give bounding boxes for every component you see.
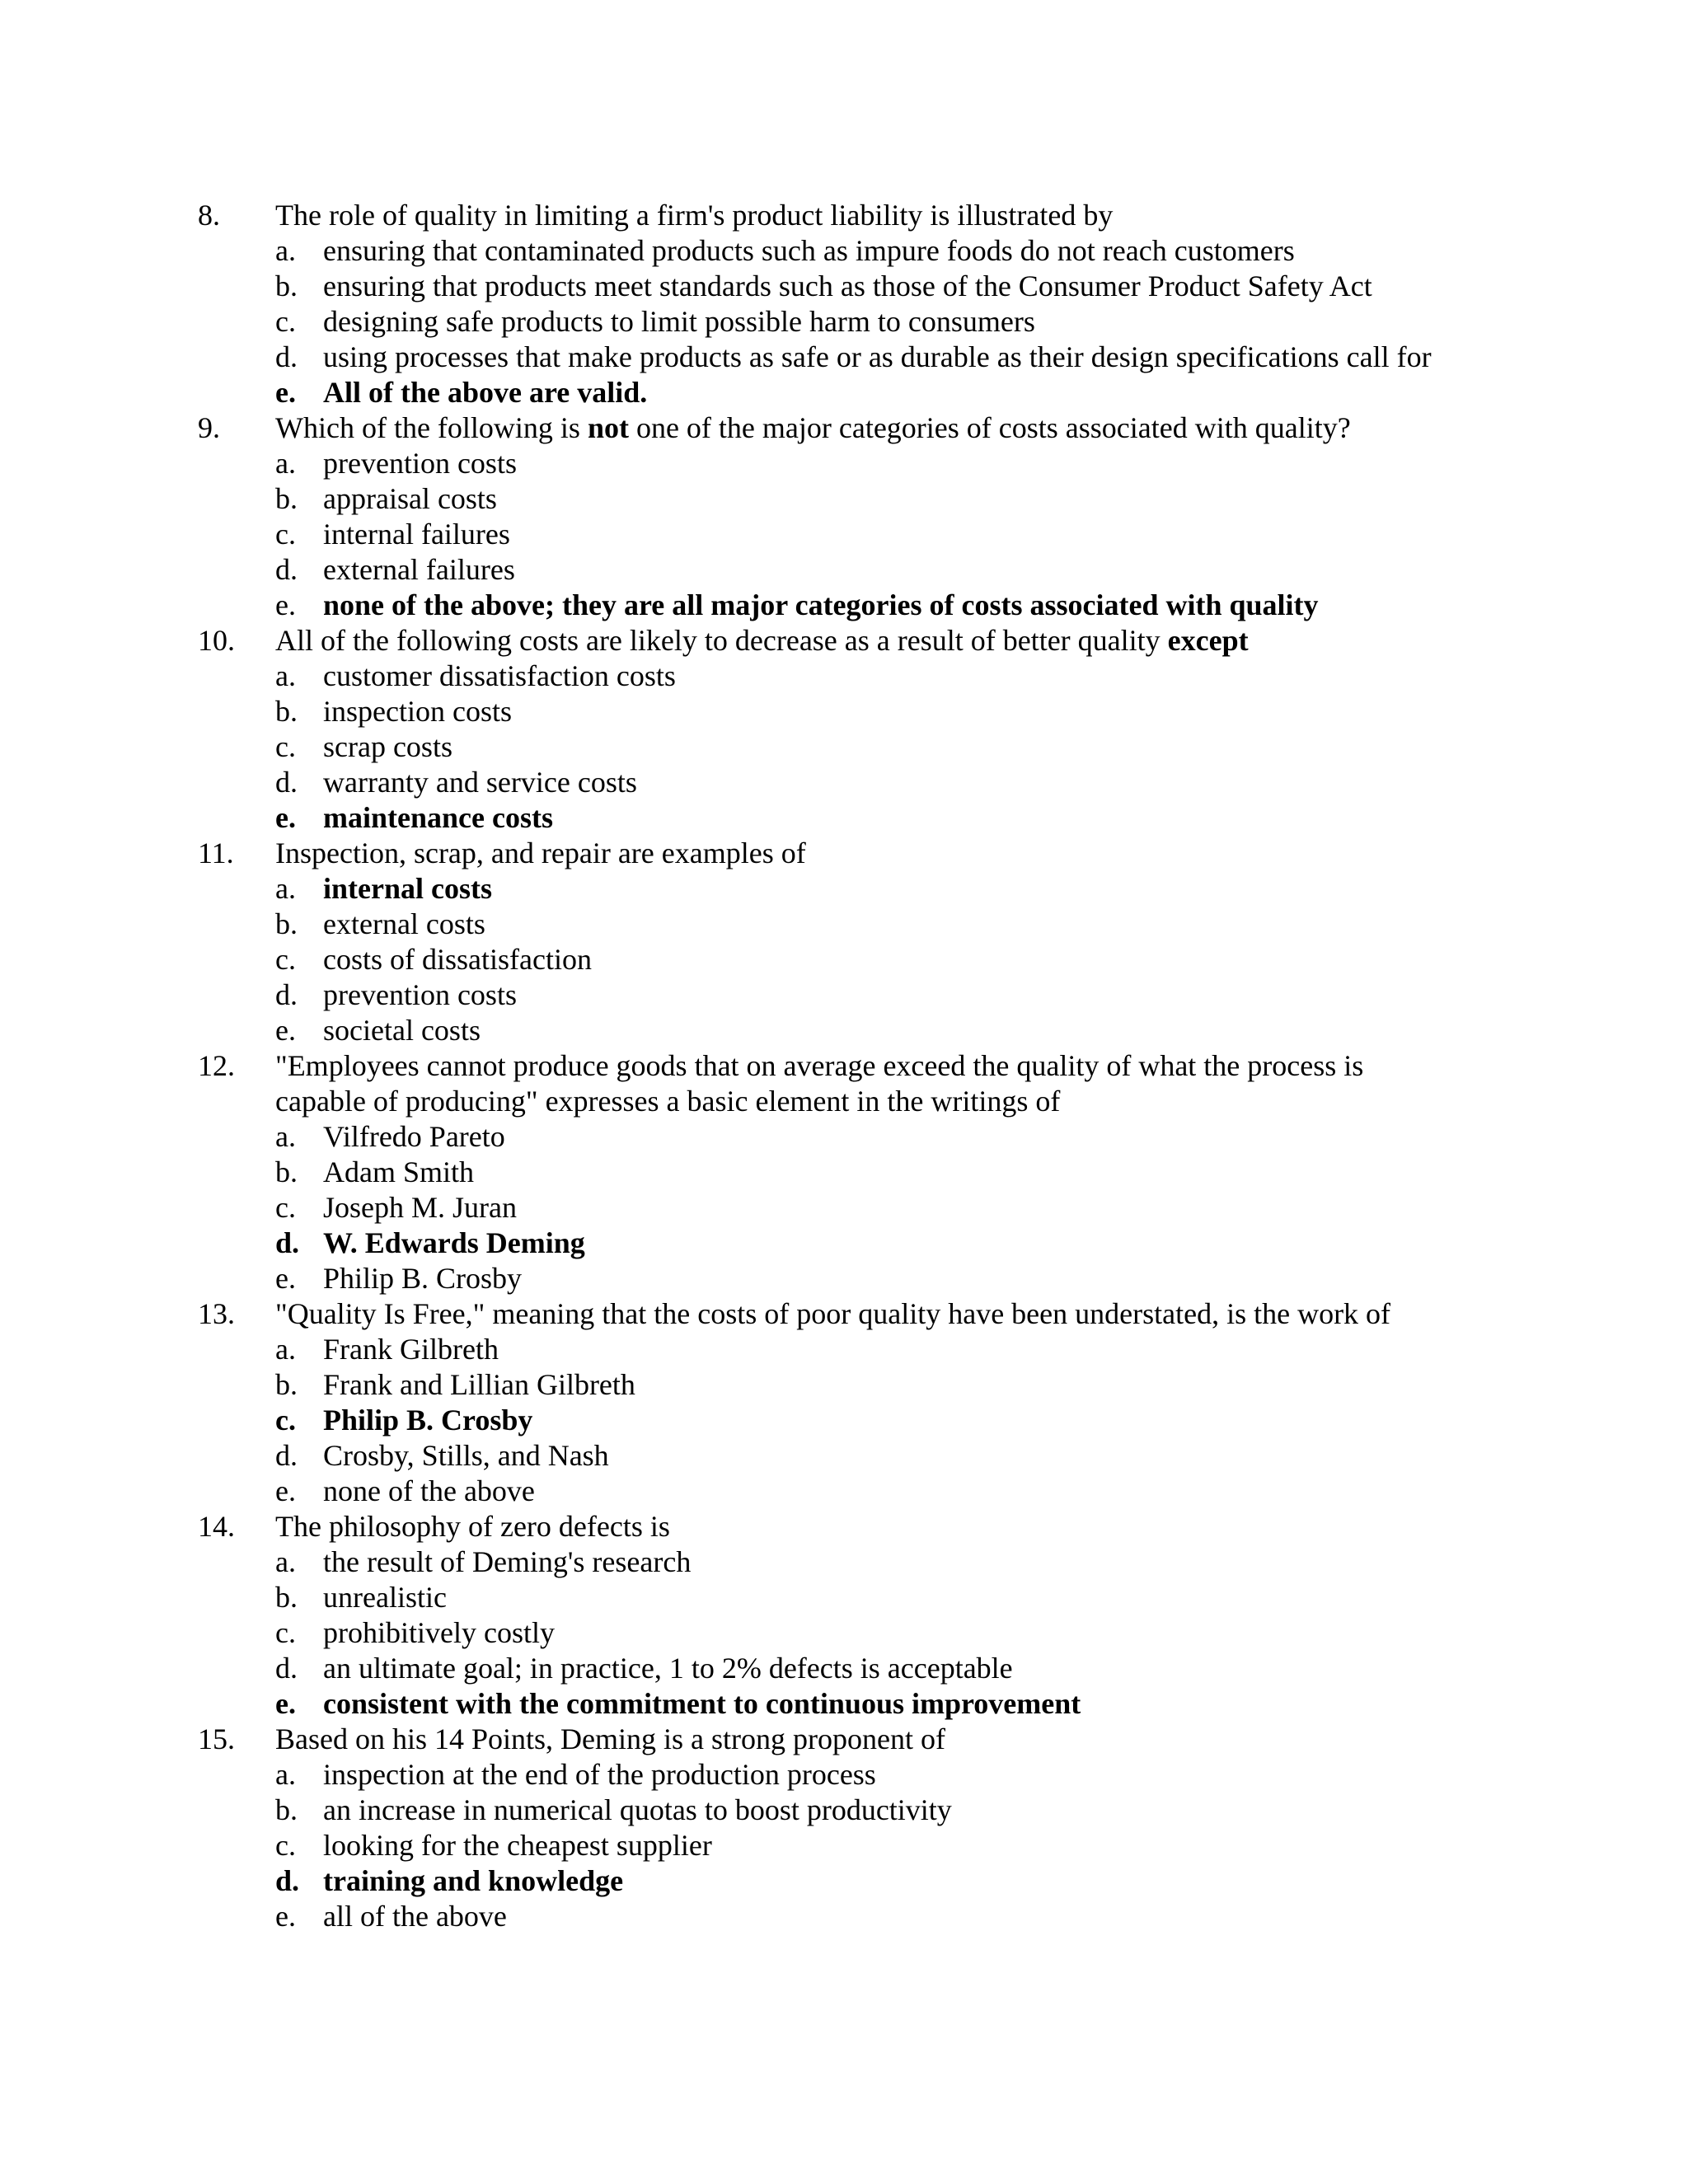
option-15c	[198, 1828, 1517, 1863]
option-text: Joseph M. Juran	[323, 1191, 517, 1224]
option-letter: a.	[275, 234, 296, 267]
question-14	[198, 1509, 1517, 1544]
question-text-emphasis: not	[587, 411, 629, 444]
option-letter: e.	[275, 376, 296, 409]
option-text: inspection costs	[323, 695, 512, 728]
option-11a-answer	[198, 871, 1517, 907]
option-letter: d.	[275, 1226, 300, 1259]
question-10	[198, 623, 1517, 658]
option-text: Frank Gilbreth	[323, 1333, 499, 1366]
option-letter: d.	[275, 1652, 298, 1685]
option-11e	[198, 1013, 1517, 1048]
option-letter: c.	[275, 518, 296, 551]
option-letter: b.	[275, 482, 298, 515]
option-text: Vilfredo Pareto	[323, 1120, 505, 1153]
option-text: Philip B. Crosby	[323, 1404, 533, 1436]
option-12e	[198, 1261, 1517, 1296]
option-letter: b.	[275, 269, 298, 302]
option-letter: e.	[275, 588, 296, 621]
option-text: using processes that make products as safe or as durable as their design specifications call for	[323, 340, 1432, 373]
option-letter: d.	[275, 553, 298, 586]
option-text: Philip B. Crosby	[323, 1262, 523, 1295]
option-text: scrap costs	[323, 730, 452, 763]
option-letter: d.	[275, 340, 298, 373]
option-text: external costs	[323, 907, 485, 940]
option-text: an ultimate goal; in practice, 1 to 2% defects is acceptable	[323, 1652, 1013, 1685]
option-letter: c.	[275, 1191, 296, 1224]
option-text: All of the above are valid.	[323, 376, 648, 409]
option-letter: e.	[275, 801, 296, 834]
question-text-emphasis: except	[1167, 624, 1249, 657]
option-letter: c.	[275, 1404, 296, 1436]
option-letter: e.	[275, 1474, 296, 1507]
question-12	[198, 1048, 1517, 1084]
option-text: all of the above	[323, 1900, 507, 1933]
option-text: maintenance costs	[323, 801, 553, 834]
option-letter: b.	[275, 1368, 298, 1401]
option-11d	[198, 977, 1517, 1013]
question-text	[275, 410, 1517, 446]
option-letter: c.	[275, 943, 296, 976]
option-9c	[198, 517, 1517, 552]
option-15e	[198, 1899, 1517, 1934]
question-number: 12.	[198, 1049, 235, 1082]
question-number: 8.	[198, 199, 220, 232]
question-list	[198, 198, 1517, 1934]
option-text: societal costs	[323, 1014, 481, 1047]
option-text: customer dissatisfaction costs	[323, 659, 676, 692]
option-letter: b.	[275, 1155, 298, 1188]
option-letter: e.	[275, 1014, 296, 1047]
option-13e	[198, 1474, 1517, 1509]
option-letter: e.	[275, 1262, 296, 1295]
option-letter: b.	[275, 1793, 298, 1826]
option-8c	[198, 304, 1517, 340]
option-13a	[198, 1332, 1517, 1367]
option-14c	[198, 1615, 1517, 1651]
option-text: external failures	[323, 553, 515, 586]
option-text: internal costs	[323, 872, 492, 905]
option-11c	[198, 942, 1517, 977]
question-number: 10.	[198, 624, 235, 657]
option-text: appraisal costs	[323, 482, 497, 515]
option-13c-answer	[198, 1403, 1517, 1438]
option-text: unrealistic	[323, 1581, 447, 1614]
option-text: warranty and service costs	[323, 766, 637, 799]
option-15d-answer	[198, 1863, 1517, 1899]
option-text: training and knowledge	[323, 1864, 624, 1897]
option-text: internal failures	[323, 518, 510, 551]
option-9e-answer	[198, 588, 1517, 623]
option-8a	[198, 233, 1517, 269]
question-text-line1: "Employees cannot produce goods that on average exceed the quality of what the process is	[275, 1049, 1364, 1082]
question-number: 14.	[198, 1510, 235, 1543]
option-letter: e.	[275, 1687, 296, 1720]
option-14e-answer	[198, 1686, 1517, 1722]
option-text: none of the above; they are all major categories of costs associated with quality	[323, 588, 1319, 621]
option-text: none of the above	[323, 1474, 535, 1507]
option-letter: a.	[275, 659, 296, 692]
option-text: prevention costs	[323, 978, 517, 1011]
option-10c	[198, 729, 1517, 765]
option-letter: c.	[275, 1829, 296, 1862]
option-10b	[198, 694, 1517, 729]
option-letter: e.	[275, 1900, 296, 1933]
option-8b	[198, 269, 1517, 304]
option-text: looking for the cheapest supplier	[323, 1829, 712, 1862]
option-12b	[198, 1155, 1517, 1190]
option-10e-answer	[198, 800, 1517, 836]
option-14d	[198, 1651, 1517, 1686]
option-text: ensuring that products meet standards such as those of the Consumer Product Safety Act	[323, 269, 1372, 302]
question-text: "Quality Is Free," meaning that the costs of poor quality have been understated, is the work of	[275, 1297, 1391, 1330]
question-text	[275, 623, 1517, 658]
question-number: 13.	[198, 1297, 235, 1330]
option-15a	[198, 1757, 1517, 1793]
option-letter: d.	[275, 1439, 298, 1472]
option-text: W. Edwards Deming	[323, 1226, 585, 1259]
question-text-before: Which of the following is	[275, 411, 588, 444]
option-text: prevention costs	[323, 447, 517, 480]
option-letter: d.	[275, 1864, 300, 1897]
option-letter: c.	[275, 730, 296, 763]
option-text: costs of dissatisfaction	[323, 943, 592, 976]
question-13	[198, 1296, 1517, 1332]
option-letter: c.	[275, 305, 296, 338]
option-letter: c.	[275, 1616, 296, 1649]
question-text-after: one of the major categories of costs associated with quality?	[628, 411, 1351, 444]
option-letter: b.	[275, 1581, 298, 1614]
option-text: the result of Deming's research	[323, 1545, 692, 1578]
option-letter: a.	[275, 447, 296, 480]
option-15b	[198, 1793, 1517, 1828]
option-9d	[198, 552, 1517, 588]
option-12c	[198, 1190, 1517, 1226]
option-10a	[198, 658, 1517, 694]
option-text: an increase in numerical quotas to boost productivity	[323, 1793, 952, 1826]
option-letter: b.	[275, 907, 298, 940]
option-letter: d.	[275, 766, 298, 799]
option-text: ensuring that contaminated products such as impure foods do not reach customers	[323, 234, 1295, 267]
question-text: Based on his 14 Points, Deming is a strong proponent of	[275, 1722, 945, 1755]
question-text: The philosophy of zero defects is	[275, 1510, 670, 1543]
option-letter: a.	[275, 1545, 296, 1578]
option-11b	[198, 907, 1517, 942]
option-letter: a.	[275, 1120, 296, 1153]
option-10d	[198, 765, 1517, 800]
question-text-line2: capable of producing" expresses a basic element in the writings of	[275, 1085, 1061, 1118]
question-number: 11.	[198, 837, 234, 869]
option-8d	[198, 340, 1517, 375]
option-13d	[198, 1438, 1517, 1474]
option-text: Crosby, Stills, and Nash	[323, 1439, 609, 1472]
question-9	[198, 410, 1517, 446]
question-8	[198, 198, 1517, 233]
option-letter: a.	[275, 872, 296, 905]
option-text: Frank and Lillian Gilbreth	[323, 1368, 635, 1401]
question-15	[198, 1722, 1517, 1757]
question-number: 9.	[198, 411, 220, 444]
option-8e-answer	[198, 375, 1517, 410]
question-text-before: All of the following costs are likely to decrease as a result of better quality	[275, 624, 1168, 657]
option-text: inspection at the end of the production process	[323, 1758, 876, 1791]
option-12a	[198, 1119, 1517, 1155]
question-text: Inspection, scrap, and repair are examples of	[275, 837, 806, 869]
option-text: consistent with the commitment to continuous improvement	[323, 1687, 1081, 1720]
option-14b	[198, 1580, 1517, 1615]
option-text: prohibitively costly	[323, 1616, 555, 1649]
question-12-continued	[198, 1084, 1517, 1119]
option-letter: b.	[275, 695, 298, 728]
option-letter: a.	[275, 1758, 296, 1791]
option-9b	[198, 481, 1517, 517]
option-14a	[198, 1544, 1517, 1580]
option-13b	[198, 1367, 1517, 1403]
option-text: designing safe products to limit possible harm to consumers	[323, 305, 1035, 338]
option-text: Adam Smith	[323, 1155, 475, 1188]
question-11	[198, 836, 1517, 871]
option-letter: a.	[275, 1333, 296, 1366]
option-letter: d.	[275, 978, 298, 1011]
question-text: The role of quality in limiting a firm's product liability is illustrated by	[275, 199, 1114, 232]
option-12d-answer	[198, 1226, 1517, 1261]
option-9a	[198, 446, 1517, 481]
question-number: 15.	[198, 1722, 235, 1755]
